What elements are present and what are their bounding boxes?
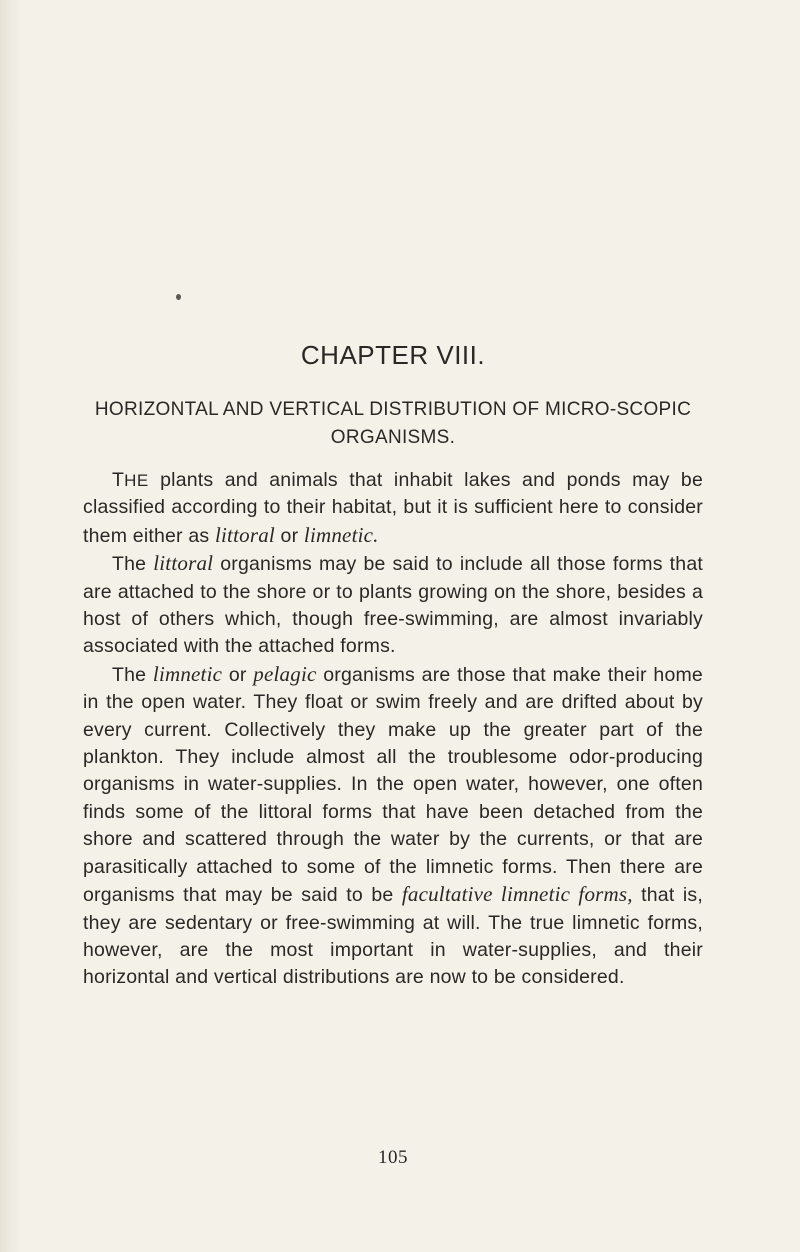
term-pelagic: pelagic <box>253 661 317 686</box>
paragraph-2 <box>83 550 703 661</box>
paragraph-3-text-d: that is, they are sedentary or free-swimming at will. The true limnetic forms, however, are the most important in water-supplies, and their horizontal and vertical distributions are now to be considered. <box>83 884 703 989</box>
smallcaps-text: HE <box>124 471 149 490</box>
chapter-title: HORIZONTAL AND VERTICAL DISTRIBUTION OF MICRO-SCOPIC ORGANISMS. <box>94 399 692 448</box>
term-limnetic: limnetic <box>152 661 223 686</box>
page-number: 105 <box>378 1147 408 1168</box>
paragraph-3-text-b: or <box>222 663 254 686</box>
printer-mark-dot <box>176 294 181 300</box>
chapter-heading: CHAPTER VIII. <box>300 340 486 370</box>
paragraph-1-text-b: or <box>274 524 304 547</box>
paragraph-3 <box>83 661 703 992</box>
paragraph-3-text-c: organisms are those that make their home in the open water. They float or swim freely and are drifted about by every current. Collectively they make up the greater part of the plankton. They include almost all the troublesome odor-producing organisms in water-supplies. In the open water, however, one often finds some of the littoral forms that have been detached from the shore and scattered through the water by the currents, or that are parasitically attached to some of the limnetic forms. Then there are organisms that may be said to be <box>83 663 703 907</box>
term-littoral: littoral <box>153 551 214 576</box>
paragraph-2-text-a: The <box>112 553 154 576</box>
term-limnetic: limnetic. <box>303 522 379 547</box>
dropcap-letter: T <box>112 469 125 491</box>
term-littoral: littoral <box>214 522 275 547</box>
page-gutter-shadow <box>0 0 22 1252</box>
paragraph-3-text-a: The <box>112 663 153 686</box>
paragraph-1-text-a: plants and animals that inhabit lakes and ponds may be classified according to their habitat, but it is sufficient here to consider them either as <box>83 469 703 547</box>
body-text <box>83 467 703 992</box>
paragraph-2-text-b: organisms may be said to include all those forms that are attached to the shore or to plants growing on the shore, besides a host of others which, though free-swimming, are almost invariably associated with the attached forms. <box>83 553 703 658</box>
paragraph-1 <box>83 467 703 550</box>
term-facultative-limnetic: facultative limnetic forms, <box>401 882 633 907</box>
